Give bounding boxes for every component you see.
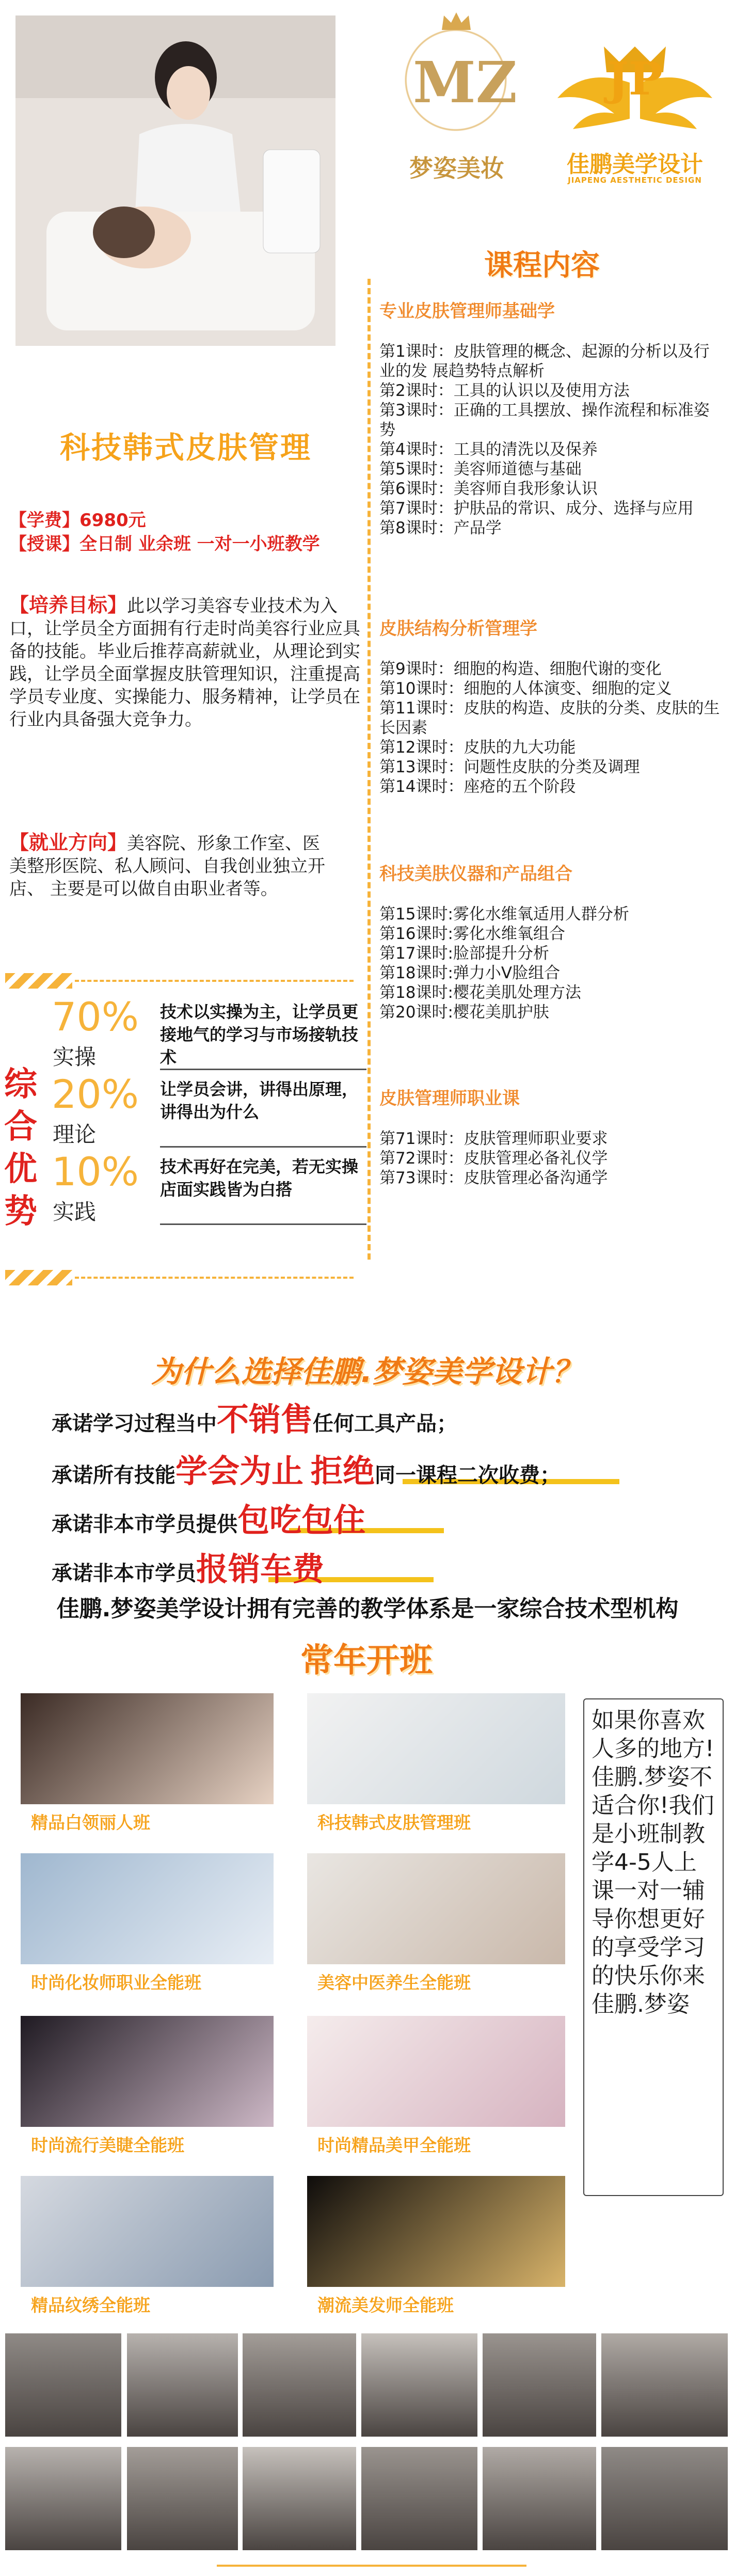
advantage-name: 实践: [53, 1199, 97, 1225]
hero-photo: [15, 15, 335, 346]
pledge-highlight: 报销车费: [196, 1550, 325, 1588]
advantage-label: 综合优势: [4, 1066, 37, 1231]
pledge-highlight: 不销售: [217, 1401, 313, 1438]
advantage-item: [46, 1151, 366, 1223]
pledge-text: 承诺学习过程当中: [52, 1412, 217, 1436]
gallery-photo: [5, 2447, 121, 2550]
class-photo: [307, 2176, 565, 2287]
jp-name: 佳鹏美学设计: [567, 151, 703, 178]
pledge-line: [52, 1394, 457, 1440]
class-caption: 精品纹绣全能班: [31, 2295, 150, 2315]
gallery-photo: [243, 2447, 356, 2550]
lesson-item: 第6课时：美容师自我形象认识: [379, 480, 598, 498]
course-section: [379, 614, 725, 797]
advantage-name: 理论: [53, 1122, 97, 1147]
lesson-item: 第13课时：问题性皮肤的分类及调理: [379, 758, 640, 776]
pledge-highlight: 拒绝: [310, 1452, 375, 1490]
teaching-mode: 【授课】全日制 业余班 一对一小班教学: [9, 534, 320, 554]
mz-name: 梦姿美妆: [409, 154, 504, 182]
pledge-highlight: 学会为止: [175, 1452, 304, 1490]
fee: 【学费】6980元: [9, 510, 146, 531]
gallery-photo: [361, 2333, 477, 2437]
advantage-underline: [160, 1146, 366, 1148]
job-paragraph: [9, 831, 334, 900]
advantage-percent: 70%: [52, 994, 139, 1040]
class-photo: [307, 1693, 565, 1804]
gallery-photo: [483, 2447, 596, 2550]
advantage-underline: [160, 1069, 366, 1070]
course-section: [379, 860, 725, 1022]
section-heading: 皮肤结构分析管理学: [379, 618, 537, 639]
class-caption: 时尚流行美睫全能班: [31, 2135, 184, 2155]
class-photo: [307, 2016, 565, 2127]
stripe-decor: [5, 973, 72, 989]
crown-icon: [440, 11, 473, 32]
advantage-percent: 20%: [52, 1071, 139, 1117]
goal-label: 【培养目标】: [9, 594, 127, 616]
pledge-line: [52, 1544, 324, 1589]
class-photo: [307, 1853, 565, 1964]
gallery-photo: [127, 2447, 238, 2550]
pledge-line: [52, 1494, 365, 1540]
lesson-item: 第3课时：正确的工具摆放、操作流程和标准姿势: [379, 401, 710, 439]
lesson-item: 第15课时:雾化水维氧适用人群分析: [379, 905, 629, 924]
lesson-item: 第18课时:弹力小V脸组合: [379, 964, 561, 982]
advantage-name: 实操: [53, 1044, 97, 1070]
section-heading: 专业皮肤管理师基础学: [379, 301, 555, 322]
lesson-item: 第2课时：工具的认识以及使用方法: [379, 381, 630, 400]
advantage-item: [46, 996, 366, 1069]
pledge-text: 同一课程二次收费；: [374, 1464, 561, 1487]
class-photo: [21, 1693, 274, 1804]
pledge-text: 任何工具产品；: [313, 1412, 458, 1436]
dash-decor: [75, 980, 354, 982]
lesson-item: 第7课时：护肤品的常识、成分、选择与应用: [379, 499, 694, 518]
goal-text: 此以学习美容专业技术为入口，让学员全方面拥有行走时尚美容行业应具备的技能。毕业后推荐高薪就业，从理论到实践，让学员全面掌握皮肤管理知识，注重提高学员专业度、实操能力、服务精神，让学员在行业内具备强大竞争力。: [9, 596, 360, 730]
side-note-text: 如果你喜欢人多的地方!佳鹏.梦姿不适合你!我们是小班制教学4-5人上课一对一辅导你想更好的享受学习的快乐你来佳鹏.梦姿: [592, 1707, 714, 2017]
job-text: 美容院、形象工作室、医美整形医院、私人顾问、自我创业独立开店、 主要是可以做自由职业者等。: [9, 833, 325, 899]
lesson-item: 第11课时：皮肤的构造、皮肤的分类、皮肤的生长因素: [379, 699, 720, 737]
jp-letters: JP: [607, 52, 663, 105]
class-photo: [21, 2016, 274, 2127]
course-section: [379, 1084, 725, 1188]
class-caption: 时尚化妆师职业全能班: [31, 1973, 201, 1993]
gallery-photo: [601, 2447, 728, 2550]
lesson-item: 第9课时：细胞的构造、细胞代谢的变化: [379, 660, 662, 678]
gallery-photo: [483, 2333, 596, 2437]
lesson-item: 第17课时:脸部提升分析: [379, 944, 549, 963]
gallery-photo: [5, 2333, 121, 2437]
advantage-underline: [160, 1223, 366, 1225]
lesson-item: 第10课时：细胞的人体演变、细胞的定义: [379, 679, 672, 698]
lesson-item: 第71课时：皮肤管理师职业要求: [379, 1130, 608, 1148]
gallery-photo: [127, 2333, 238, 2437]
lesson-item: 第73课时：皮肤管理必备沟通学: [379, 1169, 608, 1187]
lesson-item: 第12课时：皮肤的九大功能: [379, 738, 576, 757]
lesson-item: 第5课时：美容师道德与基础: [379, 460, 582, 479]
section-heading: 皮肤管理师职业课: [379, 1088, 520, 1109]
class-photo: [21, 1853, 274, 1964]
lesson-item: 第4课时：工具的清洗以及保养: [379, 440, 598, 459]
class-caption: 精品白领丽人班: [31, 1812, 150, 1833]
lesson-item: 第72课时：皮肤管理必备礼仪学: [379, 1149, 608, 1168]
pledge-text: 承诺所有技能: [52, 1464, 175, 1487]
lesson-item: 第1课时：皮肤管理的概念、起源的分析以及行业的发 展趋势特点解析: [379, 342, 710, 380]
spacer: [303, 1464, 311, 1487]
lesson-item: 第16课时:雾化水维氧组合: [379, 925, 565, 943]
course-title: 课程内容: [484, 249, 600, 282]
year-title: 常年开班: [300, 1642, 433, 1680]
main-title: 科技韩式皮肤管理: [59, 430, 312, 465]
dash-decor: [75, 1277, 354, 1279]
class-caption: 时尚精品美甲全能班: [317, 2135, 471, 2155]
advantage-item: [46, 1071, 366, 1147]
class-photo: [21, 2176, 274, 2287]
class-caption: 美容中医养生全能班: [317, 1973, 471, 1993]
job-label: 【就业方向】: [9, 831, 127, 854]
lesson-item: 第8课时：产品学: [379, 519, 502, 537]
lesson-item: 第18课时:樱花美肌处理方法: [379, 983, 581, 1002]
column-divider: [368, 279, 371, 1260]
gallery-photo: [361, 2447, 477, 2550]
gallery-photo: [601, 2333, 728, 2437]
bottom-rule: [217, 2565, 526, 2567]
pledge-highlight: 包吃包住: [237, 1501, 366, 1539]
advantage-desc: 技术以实操为主，让学员更接地气的学习与市场接轨技术: [160, 1002, 359, 1067]
advantage-desc: 让学员会讲，讲得出原理，讲得出为什么: [160, 1079, 359, 1122]
class-caption: 科技韩式皮肤管理班: [317, 1812, 471, 1833]
stripe-decor: [5, 1270, 72, 1285]
pledge-text: 承诺非本市学员: [52, 1562, 196, 1585]
pledge-line: [52, 1445, 561, 1491]
pledge-text: 承诺非本市学员提供: [52, 1513, 237, 1536]
class-caption: 潮流美发师全能班: [317, 2295, 454, 2315]
lesson-item: 第20课时:樱花美肌护肤: [379, 1003, 549, 1022]
gallery-photo: [243, 2333, 356, 2437]
section-heading: 科技美肤仪器和产品组合: [379, 864, 572, 884]
mz-letters: MZ: [413, 49, 518, 116]
jp-sub: JIAPENG AESTHETIC DESIGN: [568, 176, 702, 185]
system-line: 佳鹏.梦姿美学设计拥有完善的教学体系是一家综合技术型机构: [56, 1596, 679, 1622]
course-section: [379, 297, 725, 538]
why-title: 为什么选择佳鹏.梦姿美学设计？: [151, 1354, 582, 1389]
lesson-item: 第14课时：座疮的五个阶段: [379, 777, 576, 796]
goal-paragraph: [9, 594, 360, 731]
advantage-desc: 技术再好在完美，若无实操店面实践皆为白搭: [160, 1157, 359, 1199]
advantage-percent: 10%: [52, 1149, 139, 1195]
